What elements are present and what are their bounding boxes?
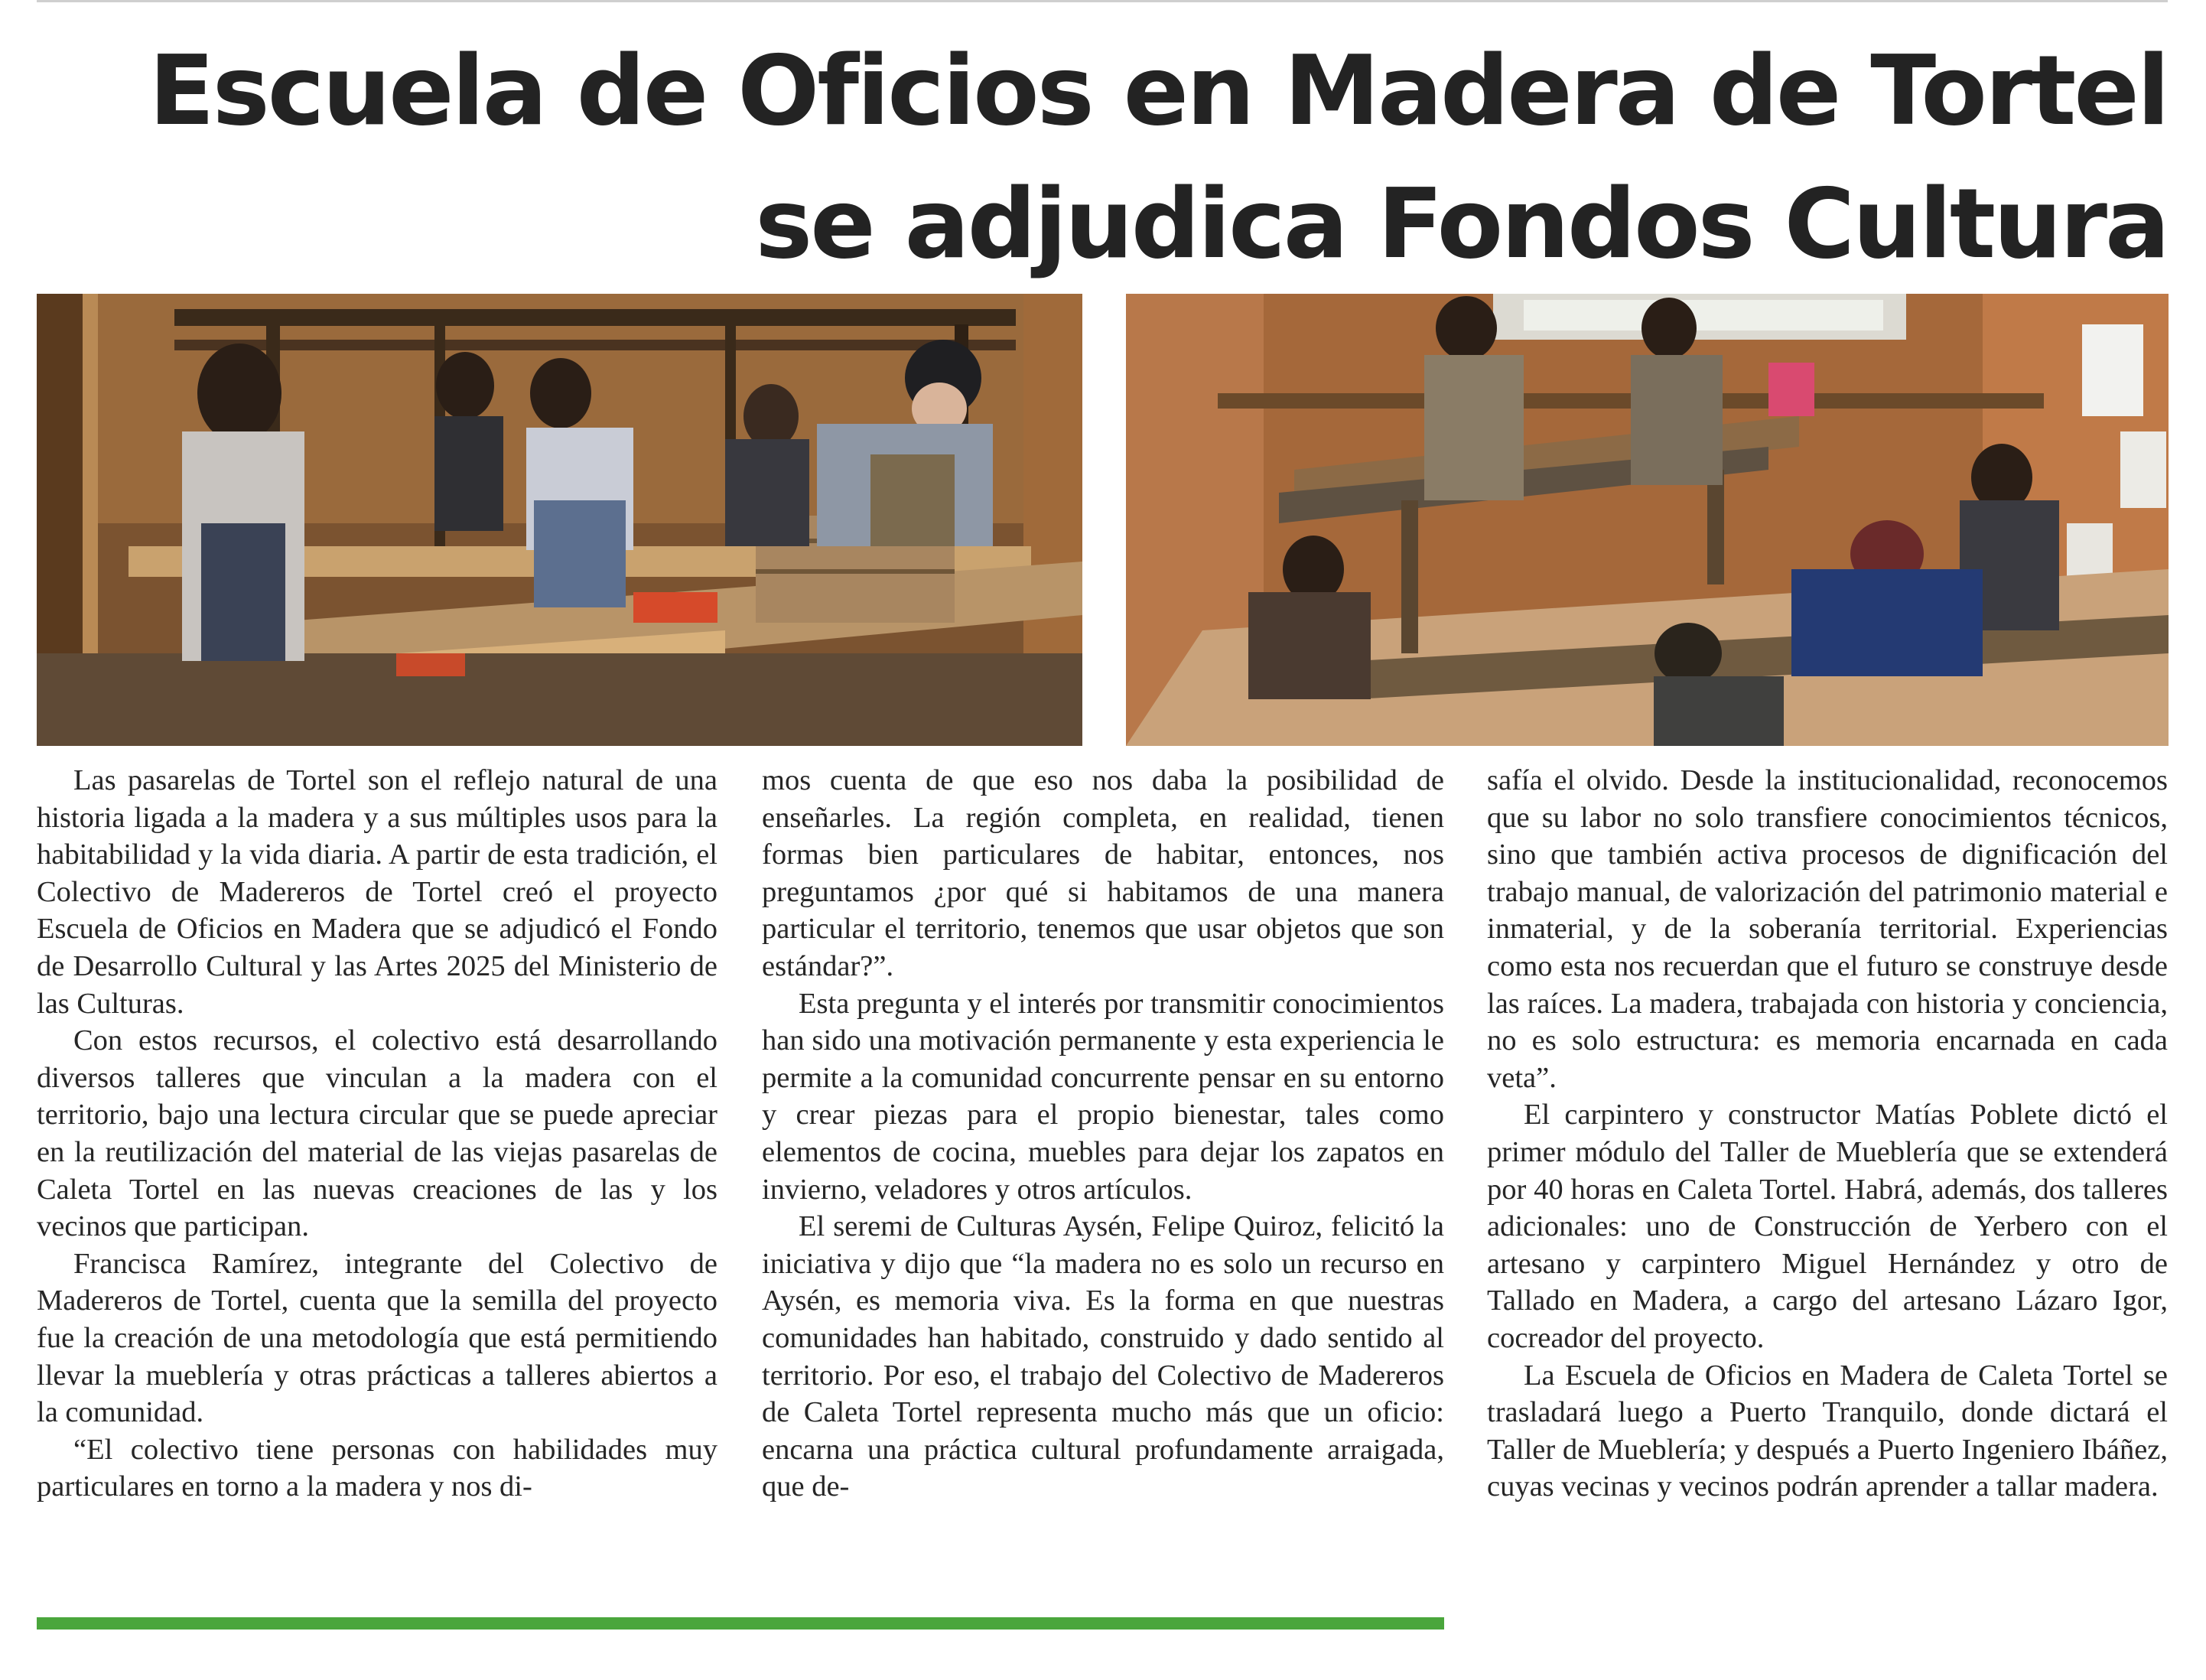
photo-furniture-workshop-image [1126,294,2169,746]
paragraph: Francisca Ramírez, integrante del Colectivo de Madereros de Tortel, cuenta que la semilla del proyecto fue la creación de una metodología que está permitiendo llevar la mueblería y otras prácticas a talleres abiertos a la comunidad. [37,1247,717,1429]
article-column-3 [1487,762,2168,1665]
paragraph: Las pasarelas de Tortel son el reflejo natural de una historia ligada a la madera y a sus múltiples usos para la habitabilidad y la vida diaria. A partir de esta tradición, el Colectivo de Madereros de Tortel creó el proyecto Escuela de Oficios en Madera que se adjudicó el Fondo de Desarrollo Cultural y las Artes 2025 del Ministerio de las Culturas. [37,764,717,1020]
photo-carpentry-workshop-image [37,294,1082,746]
photo-furniture-workshop [1126,294,2169,746]
paragraph: La Escuela de Oficios en Madera de Caleta Tortel se trasladará luego a Puerto Tranquilo, donde dictará el Taller de Mueblería; y después a Puerto Ingeniero Ibáñez, cuyas vecinas y vecinos podrán aprender a tallar madera. [1487,1359,2168,1503]
green-accent-rule [37,1617,1444,1630]
paragraph: El carpintero y constructor Matías Poblete dictó el primer módulo del Taller de Mueblería que se extenderá por 40 horas en Caleta Tortel. Habrá, además, dos talleres adicionales: uno de Construcción de Yerbero con el artesano y carpintero Miguel Hernández y otro de Tallado en Madera, a cargo del artesano Lázaro Igor, cocreador del proyecto. [1487,1099,2168,1354]
paragraph-continued: safía el olvido. Desde la institucionalidad, reconocemos que su labor no solo transfiere conocimientos técnicos, sino que también activa procesos de dignificación del trabajo manual, de valorización del patrimonio material e inmaterial, y de la soberanía territorial. Experiencias como esta nos recuerdan que el futuro se construye desde las raíces. La madera, trabajada con historia y conciencia, no es solo estructura: es memoria encarnada en cada veta”. [1487,764,2168,1094]
headline: Escuela de Oficios en Madera de Tortel se adjudica Fondos Cultura [148,34,2168,280]
photo-carpentry-workshop [37,294,1082,746]
paragraph: “El colectivo tiene personas con habilidades muy particulares en torno a la madera y nos di- [37,1433,717,1503]
paragraph: Con estos recursos, el colectivo está desarrollando diversos talleres que vinculan a la madera con el territorio, bajo una lectura circular que se puede apreciar en la reutilización del material de las viejas pasarelas de Caleta Tortel en las nuevas creaciones de las y los vecinos que participan. [37,1024,717,1243]
paragraph-continued: mos cuenta de que eso nos daba la posibilidad de enseñarles. La región completa, en realidad, tienen formas bien particulares de habitar, entonces, nos preguntamos ¿por qué si habitamos de una manera particular el territorio, tenemos que usar objetos que son estándar?”. [762,764,1444,982]
paragraph: El seremi de Culturas Aysén, Felipe Quiroz, felicitó la iniciativa y dijo que “la madera no es solo un recurso en Aysén, es memoria viva. Es la forma en que nuestras comunidades han habitado, construido y dado sentido al territorio. Por eso, el trabajo del Colectivo de Madereros de Caleta Tortel representa mucho más que un oficio: encarna una práctica cultural profundamente arraigada, que de- [762,1210,1444,1503]
article-column-1 [37,762,717,1665]
paragraph: Esta pregunta y el interés por transmitir conocimientos han sido una motivación permanente y esta experiencia le permite a la comunidad concurrente pensar en su entorno y crear piezas para el propio bienestar, tales como elementos de cocina, muebles para dejar los zapatos en invierno, veladores y otros artículos. [762,987,1444,1206]
top-rule [37,0,2168,2]
article-column-2 [762,762,1444,1665]
